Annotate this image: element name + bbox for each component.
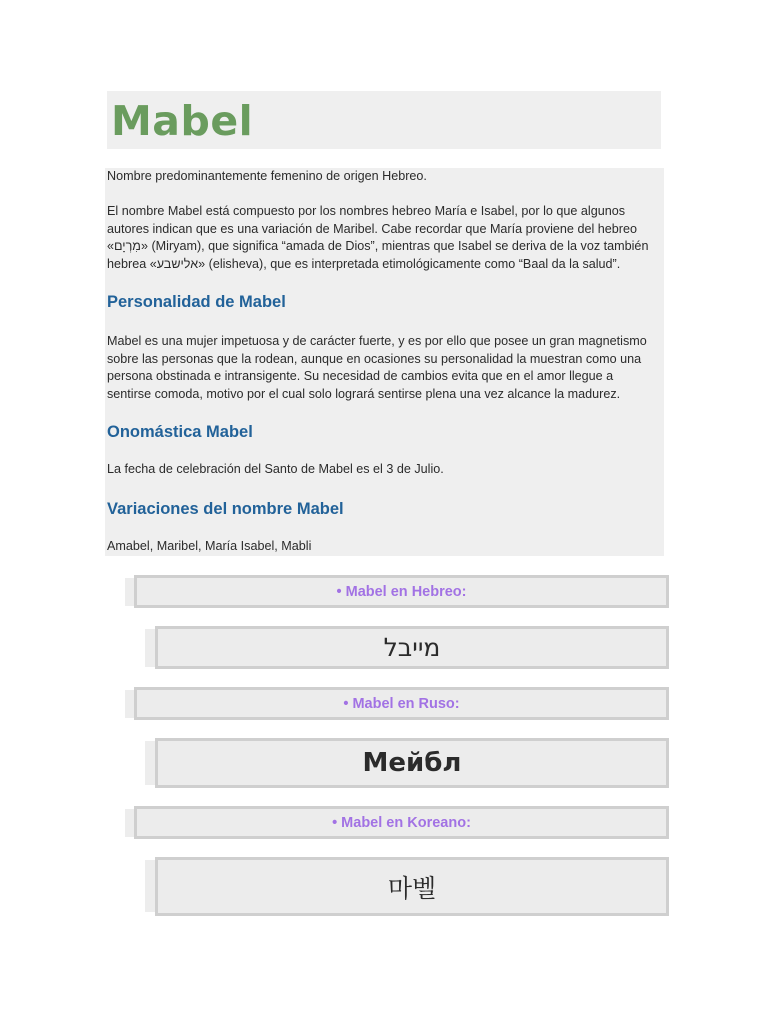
intro-text: Nombre predominantemente femenino de origen Hebreo. [107, 169, 427, 183]
onomastics-heading: Onomástica Mabel [107, 423, 253, 441]
korean-name-card [155, 857, 669, 916]
personality-heading: Personalidad de Mabel [107, 293, 286, 311]
hebrew-name: מייבל [383, 633, 441, 662]
content-panel [105, 168, 664, 556]
korean-label: • Mabel en Koreano: [332, 814, 471, 831]
origin-text: El nombre Mabel está compuesto por los nombres hebreo María e Isabel, por lo que algunos autores indican que es una variación de Maribel. Cabe recordar que María proviene del hebreo «מִרְיָם» (Miryam), que significa “amada de Dios”, mientras que Isabel se deriva de la voz también hebrea «אלישבע» (elisheva), que es interpretada etimológicamente como “Baal da la salud”. [107, 204, 649, 271]
russian-name: Мейбл [362, 748, 462, 778]
title-banner [107, 91, 661, 149]
russian-name-card [155, 738, 669, 788]
hebrew-name-card [155, 626, 669, 669]
korean-name: 마벨 [387, 873, 437, 903]
variations-heading: Variaciones del nombre Mabel [107, 500, 344, 518]
russian-label-card [134, 687, 669, 720]
onomastics-text: La fecha de celebración del Santo de Mabel es el 3 de Julio. [107, 462, 444, 476]
hebrew-label: • Mabel en Hebreo: [336, 583, 467, 600]
personality-text: Mabel es una mujer impetuosa y de carácter fuerte, y es por ello que posee un gran magnetismo sobre las personas que la rodean, aunque en ocasiones su personalidad la muestran como una persona obstinada e intransigente. Su necesidad de cambios evita que en el amor llegue a sentirse comoda, motivo por el cual solo logrará sentirse plena una vez alcance la madurez. [107, 334, 647, 401]
page-title: Mabel [111, 97, 254, 145]
korean-label-card [134, 806, 669, 839]
hebrew-label-card [134, 575, 669, 608]
russian-label: • Mabel en Ruso: [343, 695, 460, 712]
variations-text: Amabel, Maribel, María Isabel, Mabli [107, 539, 312, 553]
